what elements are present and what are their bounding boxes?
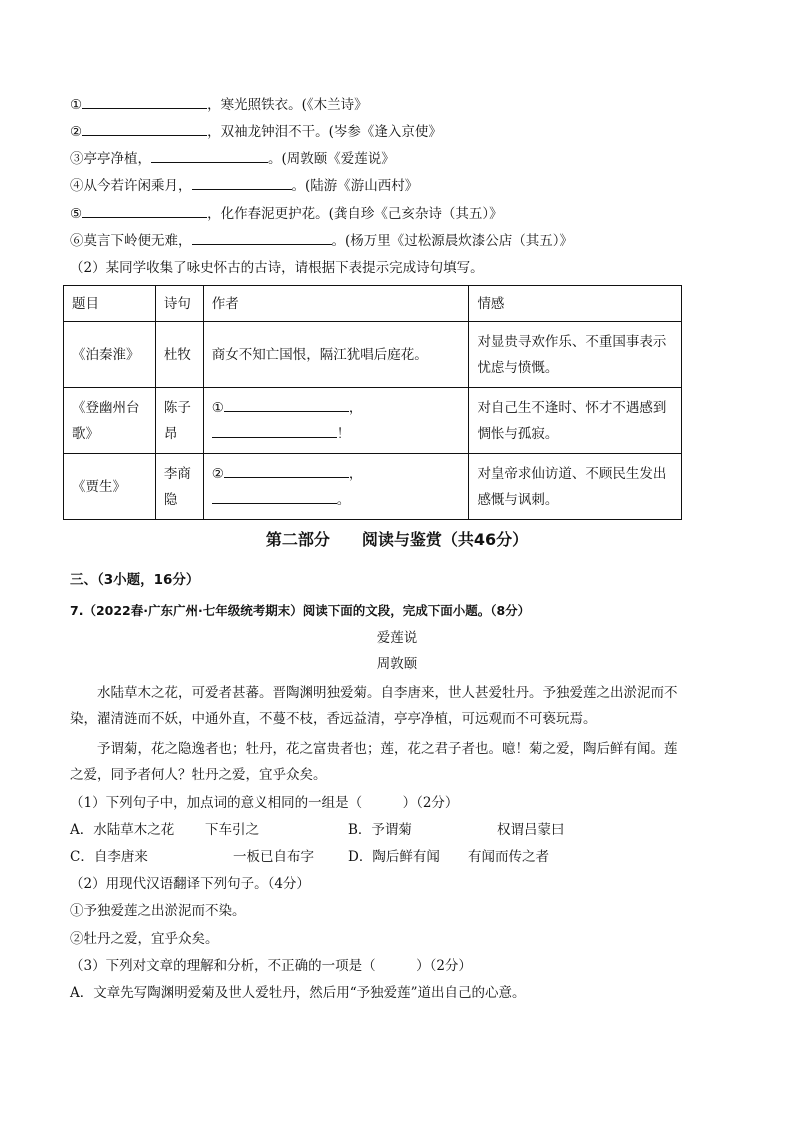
answer-blank[interactable] <box>82 94 207 109</box>
answer-option-a[interactable]: A．文章先写陶渊明爱菊及世人爱牡丹，然后用“予独爱莲”道出自己的心意。 <box>70 985 526 1001</box>
fill-line-1 <box>70 94 368 115</box>
answer-blank[interactable] <box>192 230 332 245</box>
option-c-pair: 一板已自布字 <box>233 849 314 865</box>
fill-prefix: ② <box>70 124 83 140</box>
poem-title: 《泊秦淮》 <box>64 322 156 388</box>
fill-suffix: ，寒光照铁衣。(《木兰诗》 <box>207 97 368 113</box>
essay-paragraph-1: 水陆草木之花，可爱者甚蕃。晋陶渊明独爱菊。自李唐来，世人甚爱牡丹。予独爱莲之出淤泥而不染，濯清涟而不妖，中通外直，不蔓不枝，香远益清，亭亭净植，可远观而不可亵玩焉。 <box>70 685 678 727</box>
fill-line-5 <box>70 203 503 224</box>
option-b-pair: 权谓吕蒙曰 <box>497 822 565 838</box>
essay-paragraph-2: 予谓菊，花之隐逸者也；牡丹，花之富贵者也；莲，花之君子者也。噫！菊之爱，陶后鲜有闻。莲之爱，同予者何人？牡丹之爱，宜乎众矣。 <box>70 741 678 783</box>
poem-line-blanks: ② ， 。 <box>203 454 469 520</box>
answer-blank[interactable] <box>82 121 207 136</box>
poem-line: 商女不知亡国恨，隔江犹唱后庭花。 <box>203 322 469 388</box>
question-7-heading: 7.（2022春·广东广州·七年级统考期末）阅读下面的文段，完成下面小题。（8分） <box>70 603 531 618</box>
option-a[interactable]: A．水陆草木之花 <box>70 822 175 838</box>
answer-blank[interactable] <box>224 397 349 412</box>
fill-suffix: 。(周敦颐《爱莲说》 <box>268 151 395 167</box>
fill-line-2 <box>70 121 442 142</box>
essay-author: 周敦颐 <box>376 656 418 672</box>
poem-author: 杜牧 <box>155 322 203 388</box>
answer-blank[interactable] <box>82 203 207 218</box>
option-c[interactable]: C．自李唐来 <box>70 849 148 865</box>
fill-prefix: ③亭亭净植， <box>70 151 151 167</box>
sub-question-3: （3）下列对文章的理解和分析，不正确的一项是（ ）（2分） <box>70 958 472 974</box>
table-header-row <box>64 286 682 322</box>
sub-question-1: （1）下列句子中，加点词的意义相同的一组是（ ）（2分） <box>70 795 459 811</box>
header-author: 作者 <box>203 286 469 322</box>
question-2-intro: （2）某同学收集了咏史怀古的古诗，请根据下表提示完成诗句填写。 <box>70 260 484 276</box>
option-b[interactable]: B．予谓菊 <box>348 822 412 838</box>
fill-prefix: ⑤ <box>70 206 83 222</box>
fill-suffix: ，化作春泥更护花。(龚自珍《己亥杂诗（其五）》 <box>207 206 503 222</box>
option-a-pair: 下车引之 <box>205 822 259 838</box>
translate-item-1: ①予独爱莲之出淤泥而不染。 <box>70 903 246 919</box>
part-title: 第二部分 阅读与鉴赏（共46分） <box>265 530 529 549</box>
fill-prefix: ④从今若许闲乘月， <box>70 178 192 194</box>
table-row <box>64 322 682 388</box>
header-emotion: 情感 <box>469 286 682 322</box>
essay-title: 爱莲说 <box>376 630 418 646</box>
option-d-pair: 有闻而传之者 <box>468 849 549 865</box>
poem-emotion: 对显贵寻欢作乐、不重国事表示忧虑与愤慨。 <box>469 322 682 388</box>
answer-blank[interactable] <box>212 423 337 438</box>
poem-author: 陈子昂 <box>155 388 203 454</box>
poem-title: 《贾生》 <box>64 454 156 520</box>
fill-suffix: ，双袖龙钟泪不干。(岑参《逢入京使》 <box>207 124 442 140</box>
poem-title: 《登幽州台歌》 <box>64 388 156 454</box>
table-row <box>64 454 682 520</box>
poem-emotion: 对皇帝求仙访道、不顾民生发出感慨与讽刺。 <box>469 454 682 520</box>
fill-line-4 <box>70 175 418 196</box>
header-title: 题目 <box>64 286 156 322</box>
poem-table <box>63 285 682 520</box>
answer-blank[interactable] <box>192 175 292 190</box>
section-heading: 三、（3小题，16分） <box>70 572 200 588</box>
poem-emotion: 对自己生不逢时、怀才不遇感到惆怅与孤寂。 <box>469 388 682 454</box>
answer-blank[interactable] <box>151 148 268 163</box>
fill-prefix: ① <box>70 97 83 113</box>
translate-item-2: ②牡丹之爱，宜乎众矣。 <box>70 931 219 947</box>
poem-line-blanks: ① ， ！ <box>203 388 469 454</box>
fill-suffix: 。(杨万里《过松源晨炊漆公店（其五）》 <box>331 233 574 249</box>
fill-line-3 <box>70 148 395 169</box>
table-row <box>64 388 682 454</box>
fill-prefix: ⑥莫言下岭便无难， <box>70 233 192 249</box>
fill-suffix: 。(陆游《游山西村》 <box>291 178 419 194</box>
answer-blank[interactable] <box>212 489 337 504</box>
fill-line-6 <box>70 230 573 251</box>
option-d[interactable]: D．陶后鲜有闻 <box>348 849 440 865</box>
answer-blank[interactable] <box>224 463 349 478</box>
header-line: 诗句 <box>155 286 203 322</box>
sub-question-2: （2）用现代汉语翻译下列句子。（4分） <box>70 876 310 892</box>
poem-author: 李商隐 <box>155 454 203 520</box>
